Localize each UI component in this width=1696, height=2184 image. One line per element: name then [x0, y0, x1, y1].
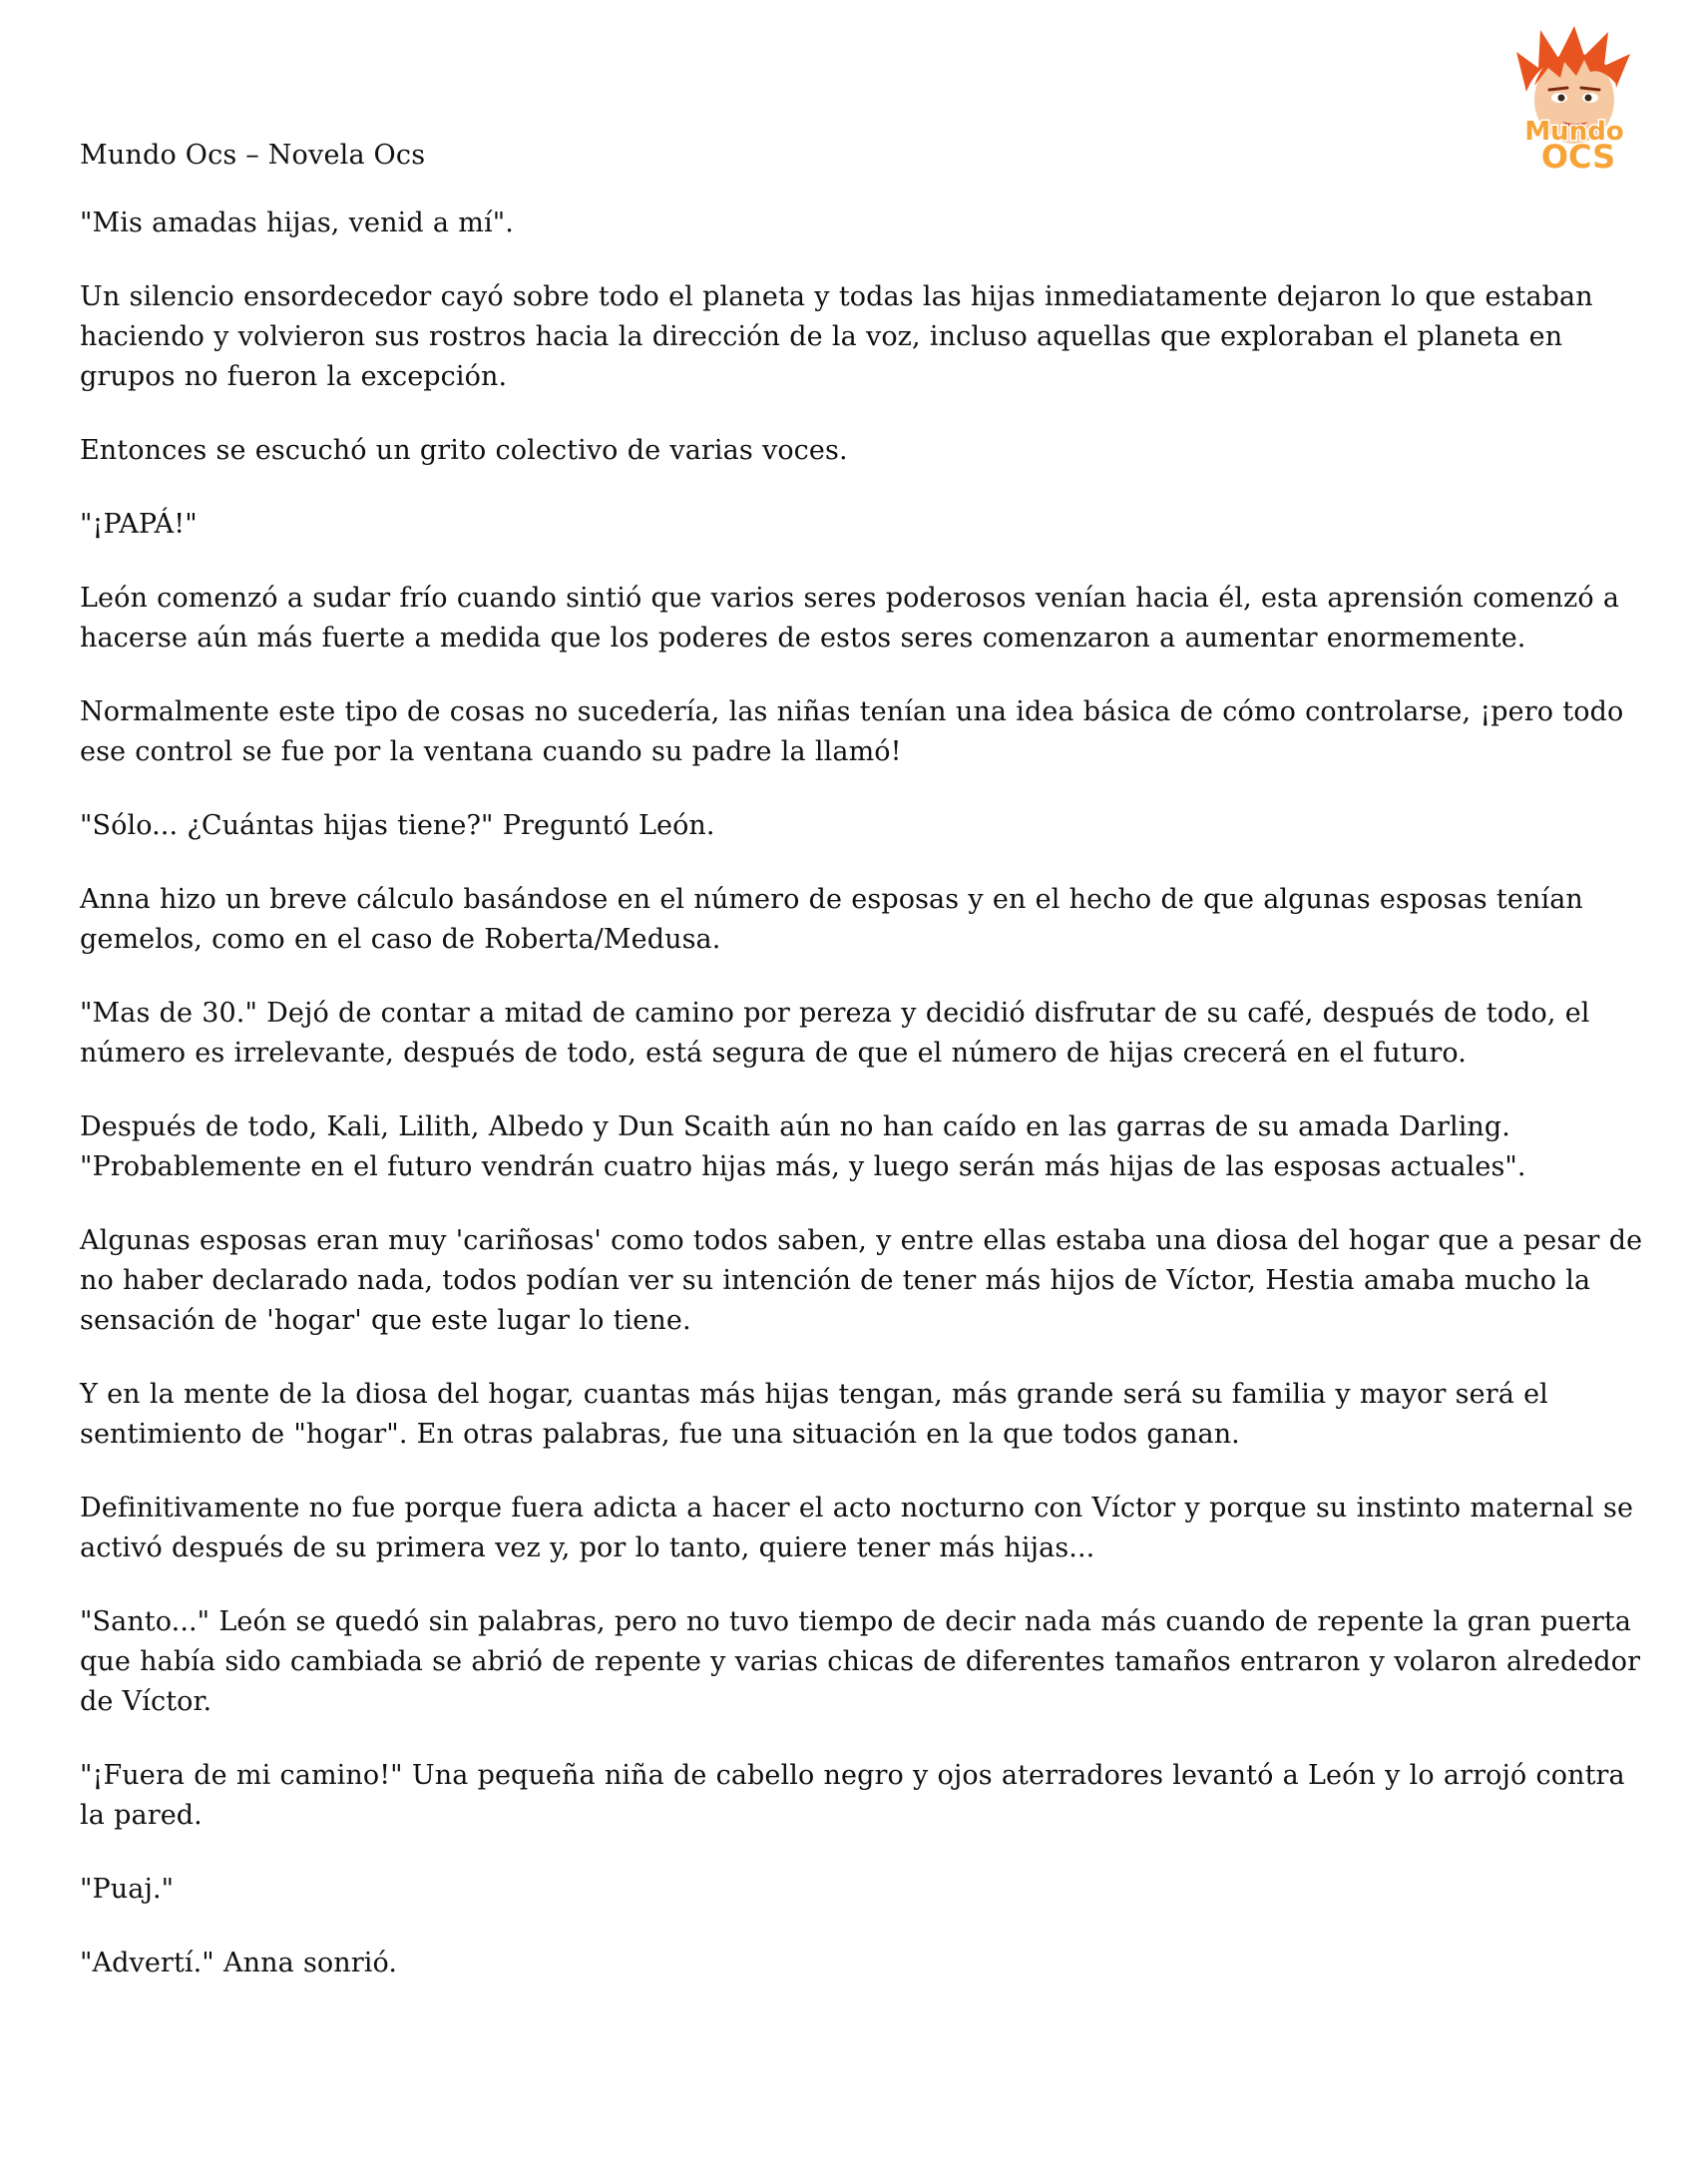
paragraph: "Mis amadas hijas, venid a mí". [80, 208, 514, 238]
logo-graphic [1504, 22, 1644, 174]
paragraph: Después de todo, Kali, Lilith, Albedo y Dun Scaith aún no han caído en las garras de su amada Darling. "Probablemente en el futuro vendrán cuatro hijas más, y luego serán más hijas de las esposas actuales". [80, 1111, 1526, 1182]
paragraph: "Santo..." León se quedó sin palabras, pero no tuvo tiempo de decir nada más cuando de repente la gran puerta que había sido cambiada se abrió de repente y varias chicas de diferentes tamaños entraron y volaron alrededor de Víctor. [80, 1606, 1641, 1717]
paragraph: "Sólo... ¿Cuántas hijas tiene?" Preguntó León. [80, 810, 715, 841]
paragraph: "Puaj." [80, 1874, 175, 1905]
mundo-ocs-logo [1504, 22, 1644, 174]
novel-text [80, 204, 1656, 2017]
page-header: Mundo Ocs – Novela Ocs [80, 140, 426, 171]
paragraph: "Mas de 30." Dejó de contar a mitad de camino por pereza y decidió disfrutar de su café, después de todo, el número es irrelevante, después de todo, está segura de que el número de hijas crecerá en el futuro. [80, 998, 1590, 1069]
paragraph: "¡PAPÁ!" [80, 509, 198, 540]
logo-text-mundo: Mundo [1524, 117, 1624, 147]
paragraph: "Advertí." Anna sonrió. [80, 1948, 398, 1978]
paragraph: "¡Fuera de mi camino!" Una pequeña niña de cabello negro y ojos aterradores levantó a León y lo arrojó contra la pared. [80, 1760, 1625, 1831]
paragraph: Un silencio ensordecedor cayó sobre todo el planeta y todas las hijas inmediatamente dejaron lo que estaban haciendo y volvieron sus rostros hacia la dirección de la voz, incluso aquellas que exploraban el planeta en grupos no fueron la excepción. [80, 281, 1593, 392]
paragraph: Normalmente este tipo de cosas no sucedería, las niñas tenían una idea básica de cómo controlarse, ¡pero todo ese control se fue por la ventana cuando su padre la llamó! [80, 696, 1624, 767]
logo-text-ocs: OCS [1540, 138, 1616, 174]
paragraph: Y en la mente de la diosa del hogar, cuantas más hijas tengan, más grande será su familia y mayor será el sentimiento de "hogar". En otras palabras, fue una situación en la que todos ganan. [80, 1379, 1548, 1450]
paragraph: Definitivamente no fue porque fuera adicta a hacer el acto nocturno con Víctor y porque su instinto maternal se activó después de su primera vez y, por lo tanto, quiere tener más hijas... [80, 1493, 1634, 1563]
paragraph: León comenzó a sudar frío cuando sintió que varios seres poderosos venían hacia él, esta aprensión comenzó a hacerse aún más fuerte a medida que los poderes de estos seres comenzaron a aumentar enormemente. [80, 583, 1620, 654]
paragraph: Anna hizo un breve cálculo basándose en el número de esposas y en el hecho de que algunas esposas tenían gemelos, como en el caso de Roberta/Medusa. [80, 884, 1583, 955]
paragraph: Algunas esposas eran muy 'cariñosas' como todos saben, y entre ellas estaba una diosa del hogar que a pesar de no haber declarado nada, todos podían ver su intención de tener más hijos de Víctor, Hestia amaba mucho la sensación de 'hogar' que este lugar lo tiene. [80, 1225, 1643, 1336]
paragraph: Entonces se escuchó un grito colectivo de varias voces. [80, 435, 848, 466]
